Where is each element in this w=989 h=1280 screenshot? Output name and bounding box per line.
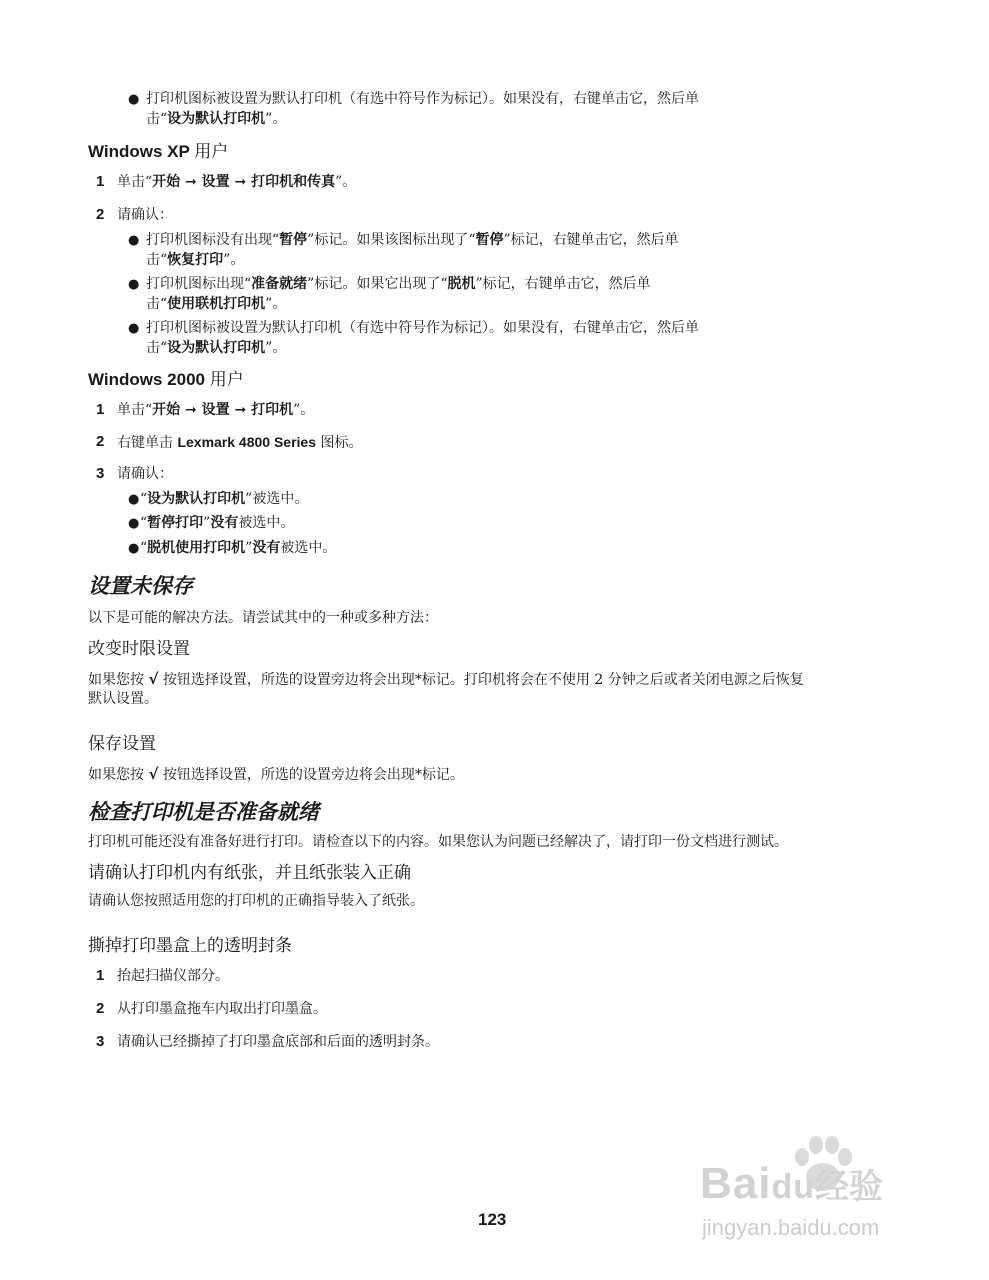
watermark-logo: Baidu经验 [700,1159,884,1208]
subheading-seal: 撕掉打印墨盒上的透明封条 [88,936,292,956]
bullet-text-cont: 击“使用联机打印机”。 [146,296,287,312]
check-icon: √ [148,765,159,783]
bullet-text: “脱机使用打印机”没有被选中。 [140,540,337,556]
bullet-text-cont: 击“恢复打印”。 [146,252,245,268]
bullet-text-cont: 击“设为默认打印机”。 [146,340,287,356]
watermark-url: jingyan.baidu.com [702,1215,880,1240]
bullet-dot: ● [128,541,140,556]
section-intro: 打印机可能还没有准备好进行打印。请检查以下的内容。如果您认为问题已经解决了，请打印一份文档进行测试。 [88,834,788,850]
paragraph-cont: 默认设置。 [88,691,158,707]
step-text: 从打印墨盒拖车内取出打印墨盒。 [117,1001,327,1017]
section-title-ready: 检查打印机是否准备就绪 [88,800,319,824]
bullet-text: 打印机图标没有出现“暂停”标记。如果该图标出现了“暂停”标记，右键单击它，然后单 [146,232,679,248]
heading-windows-xp: Windows XP 用户 [88,142,229,162]
step-number: 3 [96,1033,105,1050]
bullet-dot: ● [128,321,140,336]
paragraph: 如果您按 √ 按钮选择设置，所选的设置旁边将会出现*标记。打印机将会在不使用 2 分钟之后或者关闭电源之后恢复 [88,670,804,688]
step-number: 3 [96,465,105,482]
bullet-text: “暂停打印”没有被选中。 [140,515,295,531]
step-number: 2 [96,1000,105,1017]
check-icon: √ [148,670,159,688]
step-text: 请确认： [117,207,173,223]
step-text: 抬起扫描仪部分。 [117,968,229,984]
bullet-text: 打印机图标被设置为默认打印机（有选中符号作为标记）。如果没有，右键单击它，然后单 [146,91,699,107]
step-number: 1 [96,173,105,190]
bullet-dot: ● [128,516,140,531]
bullet-dot: ● [128,492,140,507]
step-number: 1 [96,401,105,418]
bullet-text: 打印机图标被设置为默认打印机（有选中符号作为标记）。如果没有，右键单击它，然后单 [146,320,699,336]
paragraph: 如果您按 √ 按钮选择设置，所选的设置旁边将会出现*标记。 [88,765,464,783]
bullet-text: 打印机图标出现“准备就绪”标记。如果它出现了“脱机”标记，右键单击它，然后单 [146,276,651,292]
subheading-timeout: 改变时限设置 [88,639,190,659]
section-title-settings: 设置未保存 [88,574,193,598]
subheading-save: 保存设置 [88,734,156,754]
section-intro: 以下是可能的解决方法。请尝试其中的一种或多种方法： [88,610,438,626]
step-number: 2 [96,433,105,450]
step-text: 请确认已经撕掉了打印墨盒底部和后面的透明封条。 [117,1034,439,1050]
bullet-dot: ● [128,233,140,248]
bullet-dot: ● [128,92,140,107]
bullet-dot: ● [128,277,140,292]
heading-windows-2000: Windows 2000 用户 [88,370,244,390]
step-text: 单击“开始 ➞ 设置 ➞ 打印机”。 [117,402,315,418]
step-number: 1 [96,967,105,984]
watermark [700,1135,940,1245]
subheading-paper: 请确认打印机内有纸张，并且纸张装入正确 [88,863,411,883]
page-number: 123 [478,1210,507,1229]
step-text: 右键单击 Lexmark 4800 Series 图标。 [117,434,363,451]
bullet-text: “设为默认打印机”被选中。 [140,491,309,507]
step-text: 单击“开始 ➞ 设置 ➞ 打印机和传真”。 [117,174,357,190]
step-number: 2 [96,206,105,223]
paragraph: 请确认您按照适用您的打印机的正确指导装入了纸张。 [88,893,424,909]
step-text: 请确认： [117,466,173,482]
bullet-text-cont: 击“设为默认打印机”。 [146,111,287,127]
